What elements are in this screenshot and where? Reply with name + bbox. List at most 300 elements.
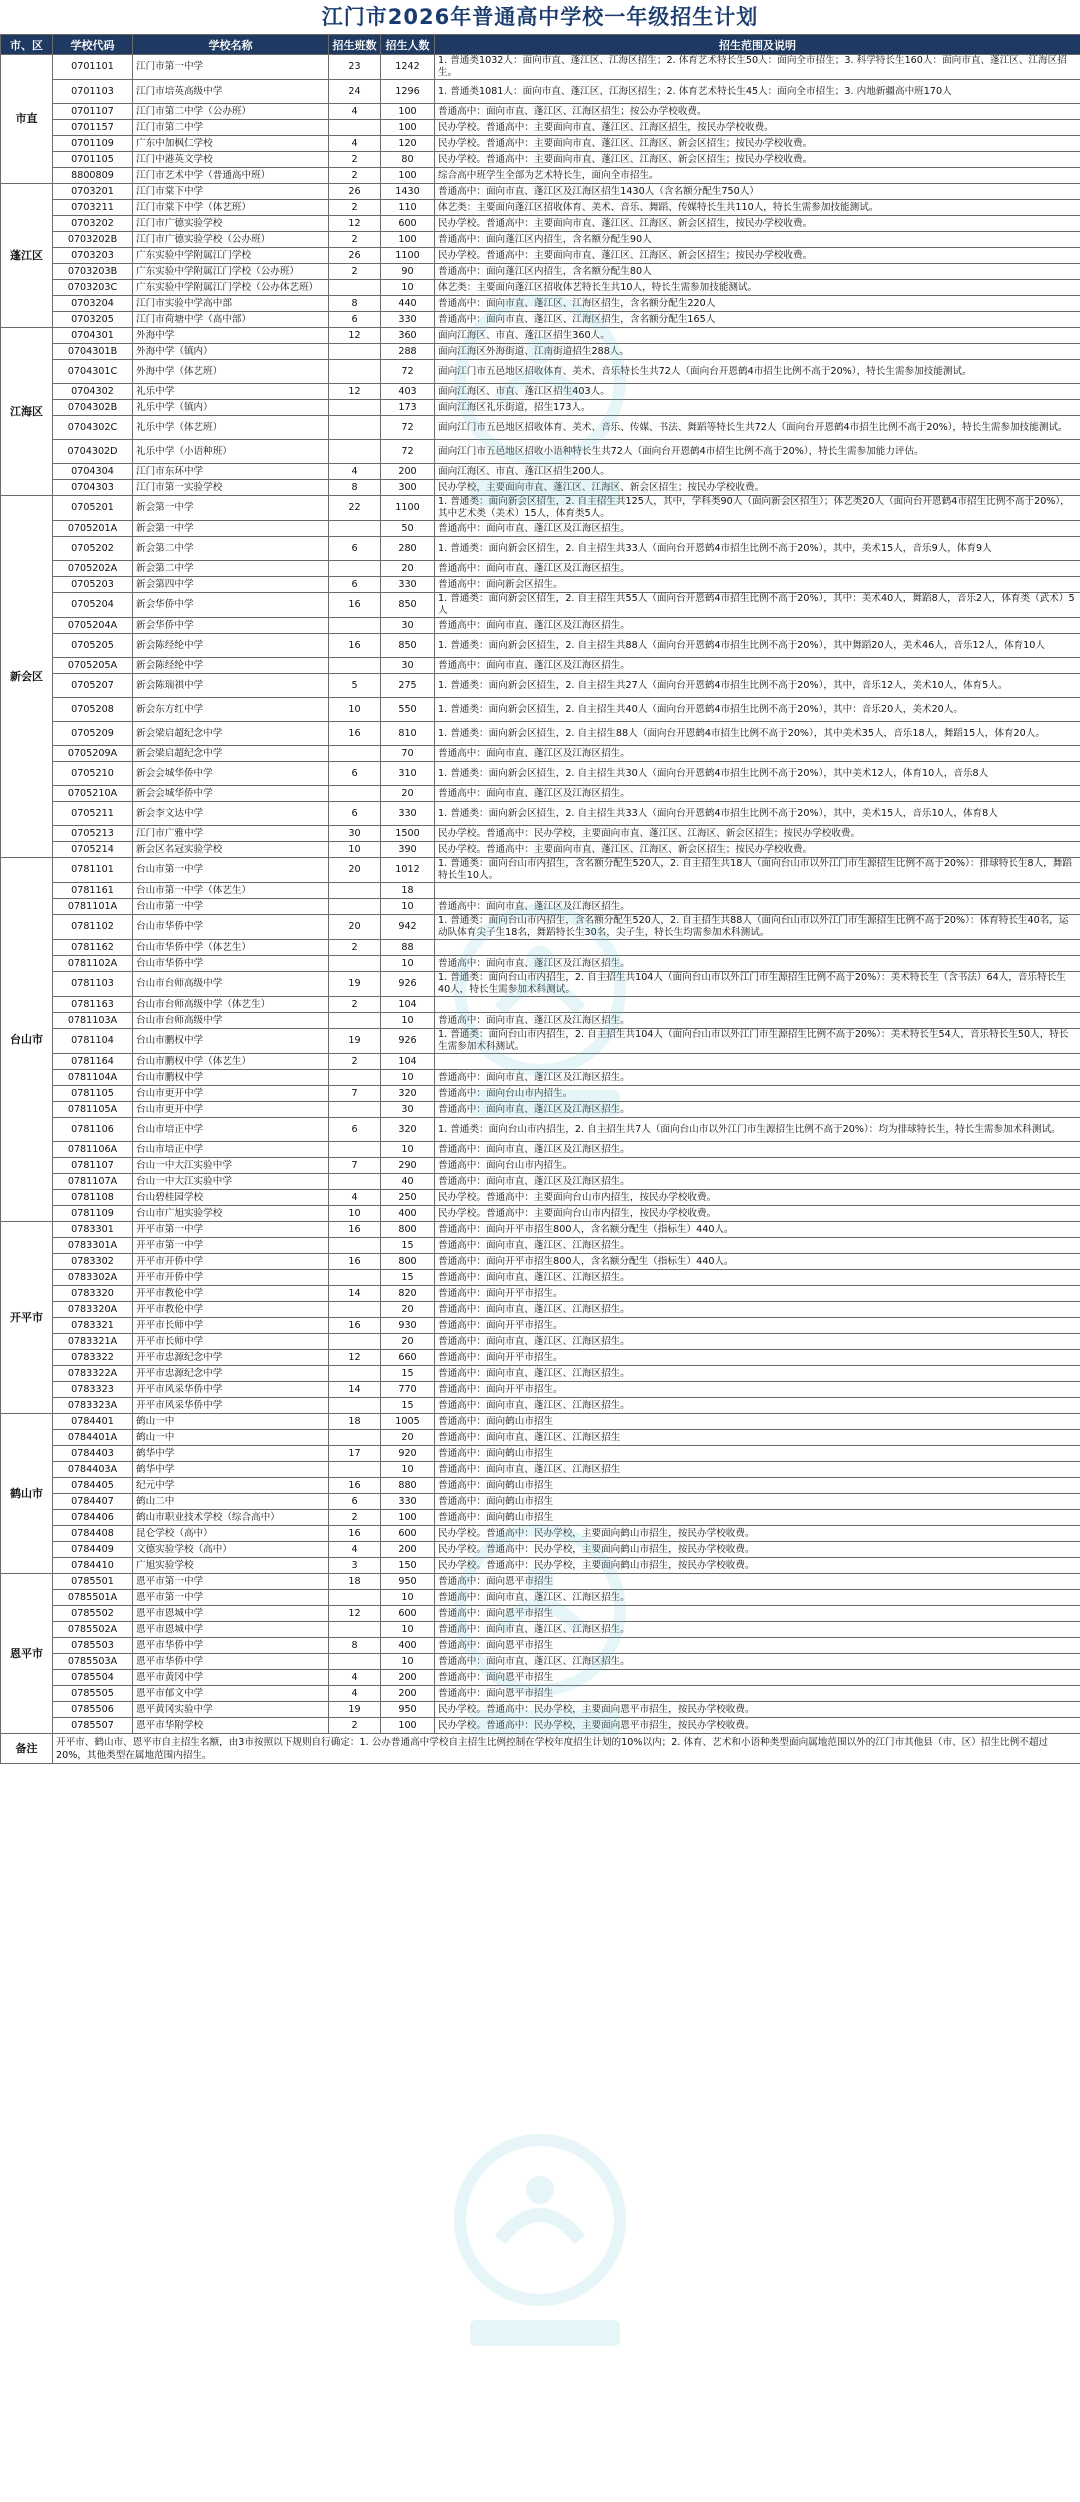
school-code-cell: 0701103 [53, 80, 133, 104]
school-name-cell: 台山碧桂园学校 [133, 1190, 329, 1206]
student-count-cell: 600 [381, 1606, 435, 1622]
class-count-cell: 16 [329, 1222, 381, 1238]
table-row [1, 416, 1080, 440]
class-count-cell: 18 [329, 1414, 381, 1430]
table-row [1, 1462, 1080, 1478]
student-count-cell: 300 [381, 480, 435, 496]
school-code-cell: 0781103A [53, 1013, 133, 1029]
student-count-cell: 18 [381, 883, 435, 899]
table-row [1, 577, 1080, 593]
school-code-cell: 0784405 [53, 1478, 133, 1494]
student-count-cell: 10 [381, 1654, 435, 1670]
class-count-cell: 6 [329, 762, 381, 786]
region-cell: 恩平市 [1, 1574, 53, 1734]
class-count-cell: 19 [329, 1702, 381, 1718]
description-cell: 普通高中：面向市直、蓬江区及江海区招生。 [435, 1102, 1080, 1118]
class-count-cell: 16 [329, 634, 381, 658]
region-cell: 市直 [1, 55, 53, 184]
class-count-cell [329, 1302, 381, 1318]
student-count-cell: 330 [381, 577, 435, 593]
table-row [1, 842, 1080, 858]
student-count-cell: 72 [381, 440, 435, 464]
student-count-cell: 10 [381, 1142, 435, 1158]
description-cell: 普通高中：面向鹤山市招生 [435, 1510, 1080, 1526]
class-count-cell [329, 1102, 381, 1118]
school-code-cell: 0705202A [53, 561, 133, 577]
school-code-cell: 0781104A [53, 1070, 133, 1086]
footer-row [1, 1734, 1080, 1764]
school-code-cell: 8800809 [53, 168, 133, 184]
table-row [1, 915, 1080, 940]
description-cell: 1. 普通类：面向台山市内招生，含名额分配生520人，2. 自主招生共88人（面向台山市以外江门市生源招生比例不高于20%）：体育特长生40名，运动队体育尖子生18名，舞蹈特长生30名，尖子生，特长生均需参加术科测试。 [435, 915, 1080, 940]
student-count-cell: 800 [381, 1222, 435, 1238]
class-count-cell: 20 [329, 858, 381, 883]
class-count-cell [329, 658, 381, 674]
student-count-cell: 930 [381, 1318, 435, 1334]
class-count-cell: 2 [329, 940, 381, 956]
table-row [1, 1142, 1080, 1158]
class-count-cell: 5 [329, 674, 381, 698]
student-count-cell: 10 [381, 956, 435, 972]
table-row [1, 956, 1080, 972]
student-count-cell: 200 [381, 1670, 435, 1686]
table-row [1, 1542, 1080, 1558]
school-code-cell: 0781107A [53, 1174, 133, 1190]
table-row [1, 328, 1080, 344]
student-count-cell: 10 [381, 1622, 435, 1638]
table-row [1, 480, 1080, 496]
school-name-cell: 台山一中大江实验中学 [133, 1174, 329, 1190]
school-code-cell: 0781106 [53, 1118, 133, 1142]
table-row [1, 746, 1080, 762]
table-row [1, 826, 1080, 842]
table-row [1, 1654, 1080, 1670]
description-cell: 普通高中：面向市直、蓬江区、江海区招生。 [435, 1622, 1080, 1638]
table-row [1, 997, 1080, 1013]
table-row [1, 120, 1080, 136]
class-count-cell: 4 [329, 1686, 381, 1702]
class-count-cell: 10 [329, 842, 381, 858]
student-count-cell: 660 [381, 1350, 435, 1366]
student-count-cell: 950 [381, 1702, 435, 1718]
school-name-cell: 开平市风采华侨中学 [133, 1398, 329, 1414]
student-count-cell: 1500 [381, 826, 435, 842]
table-row [1, 1526, 1080, 1542]
table-row [1, 384, 1080, 400]
table-row [1, 80, 1080, 104]
table-row [1, 1158, 1080, 1174]
class-count-cell: 14 [329, 1382, 381, 1398]
table-row [1, 496, 1080, 521]
description-cell: 面向江海区礼乐街道，招生173人。 [435, 400, 1080, 416]
description-cell: 面向江海区外海街道、江南街道招生288人。 [435, 344, 1080, 360]
school-name-cell: 新会陈瑞祺中学 [133, 674, 329, 698]
table-row [1, 658, 1080, 674]
school-name-cell: 开平市忠源纪念中学 [133, 1350, 329, 1366]
table-row [1, 168, 1080, 184]
description-cell: 民办学校。普通高中：主要面向市直、蓬江区、江海区、新会区招生，按民办学校收费。 [435, 216, 1080, 232]
school-name-cell: 广东中加枫仁学校 [133, 136, 329, 152]
school-name-cell: 文德实验学校（高中） [133, 1542, 329, 1558]
school-name-cell: 外海中学 [133, 328, 329, 344]
school-code-cell: 0703202B [53, 232, 133, 248]
class-count-cell: 8 [329, 1638, 381, 1654]
table-row [1, 674, 1080, 698]
school-code-cell: 0785503A [53, 1654, 133, 1670]
school-name-cell: 新会第一中学 [133, 496, 329, 521]
school-code-cell: 0783302 [53, 1254, 133, 1270]
school-code-cell: 0781101A [53, 899, 133, 915]
class-count-cell: 2 [329, 264, 381, 280]
class-count-cell: 2 [329, 200, 381, 216]
student-count-cell: 810 [381, 722, 435, 746]
school-name-cell: 台山市台师高级中学 [133, 972, 329, 997]
class-count-cell: 4 [329, 1670, 381, 1686]
description-cell: 民办学校。普通高中：主要面向市直、蓬江区、江海区、新会区招生；按民办学校收费。 [435, 136, 1080, 152]
school-code-cell: 0785501A [53, 1590, 133, 1606]
school-name-cell: 新会梁启超纪念中学 [133, 746, 329, 762]
school-name-cell: 新会东方红中学 [133, 698, 329, 722]
student-count-cell: 100 [381, 232, 435, 248]
class-count-cell: 2 [329, 232, 381, 248]
student-count-cell: 15 [381, 1398, 435, 1414]
school-name-cell: 台山市台师高级中学 [133, 1013, 329, 1029]
description-cell: 普通高中：面向恩平市招生 [435, 1686, 1080, 1702]
region-cell: 台山市 [1, 858, 53, 1222]
school-code-cell: 0704301B [53, 344, 133, 360]
description-cell: 普通高中：面向恩平市招生 [435, 1670, 1080, 1686]
table-row [1, 1334, 1080, 1350]
description-cell: 普通高中：面向市直、蓬江区、江海区招生；按公办学校收费。 [435, 104, 1080, 120]
description-cell: 普通高中：面向恩平市招生 [435, 1638, 1080, 1654]
class-count-cell [329, 1070, 381, 1086]
school-name-cell: 纪元中学 [133, 1478, 329, 1494]
student-count-cell: 850 [381, 593, 435, 618]
school-code-cell: 0783302A [53, 1270, 133, 1286]
school-code-cell: 0703202 [53, 216, 133, 232]
table-row [1, 1350, 1080, 1366]
table-row [1, 561, 1080, 577]
school-name-cell: 恩平市恩城中学 [133, 1622, 329, 1638]
class-count-cell: 23 [329, 55, 381, 80]
school-code-cell: 0781105 [53, 1086, 133, 1102]
footer-note: 开平市、鹤山市、恩平市自主招生名额，由3市按照以下规则自行确定：1. 公办普通高中学校自主招生比例控制在学校年度招生计划的10%以内；2. 体育、艺术和小语种类型面向属地范围以外的江门市其他县（市、区）招生比例不超过20%，其他类型在属地范围内招生。 [53, 1734, 1080, 1764]
description-cell: 普通高中：面向市直、蓬江区及江海区招生。 [435, 746, 1080, 762]
school-name-cell: 台山市广旭实验学校 [133, 1206, 329, 1222]
school-name-cell: 台山市华侨中学 [133, 915, 329, 940]
school-code-cell: 0781106A [53, 1142, 133, 1158]
table-row [1, 136, 1080, 152]
table-row [1, 360, 1080, 384]
description-cell: 1. 普通类：面向新会区招生，2. 自主招生共30人（面向台开恩鹤4市招生比例不高于20%），其中美术12人，体育10人，音乐8人 [435, 762, 1080, 786]
school-code-cell: 0703211 [53, 200, 133, 216]
school-code-cell: 0783323 [53, 1382, 133, 1398]
table-row [1, 1366, 1080, 1382]
class-count-cell: 16 [329, 1478, 381, 1494]
description-cell: 普通高中：面向市直、蓬江区、江海区招生 [435, 1462, 1080, 1478]
table-row [1, 1558, 1080, 1574]
description-cell: 普通高中：面向市直、蓬江区、江海区招生。 [435, 1366, 1080, 1382]
table-row [1, 899, 1080, 915]
table-row [1, 1590, 1080, 1606]
description-cell: 1. 普通类：面向新会区招生，2. 自主招生共27人（面向台开恩鹤4市招生比例不高于20%），其中，音乐12人，美术10人，体育5人。 [435, 674, 1080, 698]
description-cell: 1. 普通类：面向台山市内招生，2. 自主招生共7人（面向台山市以外江门市生源招生比例不高于20%）：均为排球特长生，特长生需参加术科测试。 [435, 1118, 1080, 1142]
school-code-cell: 0705213 [53, 826, 133, 842]
class-count-cell: 7 [329, 1086, 381, 1102]
student-count-cell: 100 [381, 168, 435, 184]
school-code-cell: 0705209A [53, 746, 133, 762]
school-name-cell: 江门市荷塘中学（高中部） [133, 312, 329, 328]
class-count-cell [329, 1430, 381, 1446]
description-cell: 面向江海区、市直、蓬江区招生403人。 [435, 384, 1080, 400]
class-count-cell: 20 [329, 915, 381, 940]
table-row [1, 312, 1080, 328]
school-code-cell: 0783301 [53, 1222, 133, 1238]
student-count-cell: 10 [381, 1590, 435, 1606]
class-count-cell: 16 [329, 1318, 381, 1334]
student-count-cell: 288 [381, 344, 435, 360]
admission-table [0, 34, 1080, 1764]
description-cell [435, 1054, 1080, 1070]
school-name-cell: 新会华侨中学 [133, 618, 329, 634]
class-count-cell [329, 786, 381, 802]
student-count-cell: 70 [381, 746, 435, 762]
student-count-cell: 90 [381, 264, 435, 280]
table-row [1, 1238, 1080, 1254]
school-code-cell: 0704301 [53, 328, 133, 344]
table-row [1, 858, 1080, 883]
student-count-cell: 110 [381, 200, 435, 216]
student-count-cell: 50 [381, 521, 435, 537]
student-count-cell: 120 [381, 136, 435, 152]
school-code-cell: 0784403A [53, 1462, 133, 1478]
table-row [1, 1718, 1080, 1734]
student-count-cell: 310 [381, 762, 435, 786]
school-name-cell: 新会会城华侨中学 [133, 762, 329, 786]
student-count-cell: 200 [381, 464, 435, 480]
description-cell: 普通高中：面向开平市招生。 [435, 1318, 1080, 1334]
description-cell: 普通高中：面向鹤山市招生 [435, 1494, 1080, 1510]
class-count-cell: 4 [329, 136, 381, 152]
table-row [1, 264, 1080, 280]
description-cell: 普通高中：面向市直、蓬江区及江海区招生。 [435, 956, 1080, 972]
student-count-cell: 926 [381, 972, 435, 997]
school-code-cell: 0784403 [53, 1446, 133, 1462]
class-count-cell: 6 [329, 537, 381, 561]
table-row [1, 1254, 1080, 1270]
school-code-cell: 0784407 [53, 1494, 133, 1510]
class-count-cell: 12 [329, 328, 381, 344]
student-count-cell: 100 [381, 1510, 435, 1526]
school-code-cell: 0704302B [53, 400, 133, 416]
school-name-cell: 江门市广德实验学校（公办班） [133, 232, 329, 248]
school-code-cell: 0705205A [53, 658, 133, 674]
student-count-cell: 926 [381, 1029, 435, 1054]
region-cell: 鹤山市 [1, 1414, 53, 1574]
school-code-cell: 0783320 [53, 1286, 133, 1302]
class-count-cell: 2 [329, 1718, 381, 1734]
school-name-cell: 台山市培正中学 [133, 1142, 329, 1158]
school-code-cell: 0704304 [53, 464, 133, 480]
description-cell: 普通高中：面向市直、蓬江区、江海区招生。 [435, 1270, 1080, 1286]
description-cell: 普通高中：面向市直、蓬江区、江海区招生。 [435, 1398, 1080, 1414]
table-row [1, 1270, 1080, 1286]
class-count-cell [329, 360, 381, 384]
table-row [1, 1102, 1080, 1118]
region-cell: 开平市 [1, 1222, 53, 1414]
description-cell: 普通高中：面向市直、蓬江区及江海区招生。 [435, 1013, 1080, 1029]
description-cell: 普通高中：面向开平市招生800人，含名额分配生（指标生）440人。 [435, 1222, 1080, 1238]
school-code-cell: 0785501 [53, 1574, 133, 1590]
school-name-cell: 广东实验中学附属江门学校（公办班） [133, 264, 329, 280]
description-cell: 1. 普通类1032人：面向市直、蓬江区、江海区招生；2. 体育艺术特长生50人：面向全市招生；3. 科学特长生160人：面向市直、蓬江区、江海区招生。 [435, 55, 1080, 80]
school-code-cell: 0701105 [53, 152, 133, 168]
class-count-cell: 16 [329, 593, 381, 618]
class-count-cell: 6 [329, 577, 381, 593]
school-name-cell: 台山市更开中学 [133, 1102, 329, 1118]
table-row [1, 1222, 1080, 1238]
description-cell: 普通高中：面向新会区招生。 [435, 577, 1080, 593]
column-header-desc: 招生范围及说明 [435, 35, 1080, 55]
student-count-cell: 280 [381, 537, 435, 561]
student-count-cell: 1100 [381, 496, 435, 521]
school-code-cell: 0705207 [53, 674, 133, 698]
column-header-count: 招生人数 [381, 35, 435, 55]
student-count-cell: 330 [381, 1494, 435, 1510]
class-count-cell: 22 [329, 496, 381, 521]
school-name-cell: 台山一中大江实验中学 [133, 1158, 329, 1174]
school-code-cell: 0704302 [53, 384, 133, 400]
school-name-cell: 开平市开侨中学 [133, 1254, 329, 1270]
school-name-cell: 新会第二中学 [133, 561, 329, 577]
description-cell: 普通高中：面向市直、蓬江区及江海区招生。 [435, 899, 1080, 915]
description-cell: 民办学校。普通高中：民办学校，主要面向市直、蓬江区、江海区、新会区招生；按民办学校收费。 [435, 826, 1080, 842]
student-count-cell: 330 [381, 312, 435, 328]
table-row [1, 1286, 1080, 1302]
student-count-cell: 173 [381, 400, 435, 416]
school-code-cell: 0785502A [53, 1622, 133, 1638]
school-code-cell: 0784408 [53, 1526, 133, 1542]
table-row [1, 1086, 1080, 1102]
student-count-cell: 30 [381, 618, 435, 634]
description-cell: 普通高中：面向市直、蓬江区及江海区招生。 [435, 1070, 1080, 1086]
description-cell: 普通高中：面向蓬江区内招生，含名额分配生80人 [435, 264, 1080, 280]
school-name-cell: 台山市更开中学 [133, 1086, 329, 1102]
school-code-cell: 0781102 [53, 915, 133, 940]
description-cell: 普通高中：面向恩平市招生 [435, 1606, 1080, 1622]
school-name-cell: 鹤山一中 [133, 1414, 329, 1430]
table-row [1, 1206, 1080, 1222]
class-count-cell [329, 899, 381, 915]
description-cell: 普通高中：面向鹤山市招生 [435, 1478, 1080, 1494]
region-cell: 新会区 [1, 496, 53, 858]
school-name-cell: 江门市实验中学高中部 [133, 296, 329, 312]
table-row [1, 1013, 1080, 1029]
student-count-cell: 1005 [381, 1414, 435, 1430]
school-code-cell: 0785502 [53, 1606, 133, 1622]
class-count-cell: 8 [329, 296, 381, 312]
description-cell: 普通高中：面向市直、蓬江区及江海区招生。 [435, 561, 1080, 577]
student-count-cell: 20 [381, 1302, 435, 1318]
class-count-cell: 16 [329, 722, 381, 746]
school-name-cell: 江门市第二中学（公办班） [133, 104, 329, 120]
school-name-cell: 台山市鹏权中学 [133, 1029, 329, 1054]
school-name-cell: 鹤华中学 [133, 1462, 329, 1478]
school-name-cell: 新会梁启超纪念中学 [133, 722, 329, 746]
description-cell: 普通高中：面向市直、蓬江区及江海区招生。 [435, 658, 1080, 674]
school-name-cell: 台山市鹏权中学（体艺生） [133, 1054, 329, 1070]
column-header-code: 学校代码 [53, 35, 133, 55]
class-count-cell [329, 344, 381, 360]
student-count-cell: 20 [381, 1430, 435, 1446]
school-name-cell: 鹤华中学 [133, 1446, 329, 1462]
class-count-cell: 2 [329, 152, 381, 168]
school-code-cell: 0781109 [53, 1206, 133, 1222]
student-count-cell: 200 [381, 1542, 435, 1558]
student-count-cell: 290 [381, 1158, 435, 1174]
table-row [1, 296, 1080, 312]
school-code-cell: 0704302C [53, 416, 133, 440]
school-name-cell: 开平市第一中学 [133, 1238, 329, 1254]
school-name-cell: 江门市广雅中学 [133, 826, 329, 842]
school-code-cell: 0781161 [53, 883, 133, 899]
student-count-cell: 250 [381, 1190, 435, 1206]
description-cell: 体艺类：主要面向蓬江区招收体艺特长生共10人，特长生需参加技能测试。 [435, 280, 1080, 296]
class-count-cell: 4 [329, 464, 381, 480]
school-code-cell: 0785507 [53, 1718, 133, 1734]
description-cell: 面向江海区、市直、蓬江区招生200人。 [435, 464, 1080, 480]
school-name-cell: 江门市东环中学 [133, 464, 329, 480]
description-cell: 1. 普通类：面向新会区招生，2. 自主招生共33人（面向台开恩鹤4市招生比例不高于20%），其中，美术15人，音乐10人，体育8人 [435, 802, 1080, 826]
school-code-cell: 0705210A [53, 786, 133, 802]
student-count-cell: 880 [381, 1478, 435, 1494]
student-count-cell: 10 [381, 280, 435, 296]
student-count-cell: 440 [381, 296, 435, 312]
school-code-cell: 0781102A [53, 956, 133, 972]
student-count-cell: 150 [381, 1558, 435, 1574]
school-name-cell: 新会第一中学 [133, 521, 329, 537]
description-cell: 普通高中：面向市直、蓬江区及江海区招生。 [435, 1174, 1080, 1190]
school-name-cell: 开平市教伦中学 [133, 1286, 329, 1302]
table-row [1, 1478, 1080, 1494]
description-cell: 民办学校。普通高中：民办学校，主要面向恩平市招生，按民办学校收费。 [435, 1702, 1080, 1718]
table-row [1, 1494, 1080, 1510]
student-count-cell: 20 [381, 786, 435, 802]
school-code-cell: 0781104 [53, 1029, 133, 1054]
school-code-cell: 0781107 [53, 1158, 133, 1174]
school-name-cell: 恩平黄冈实验中学 [133, 1702, 329, 1718]
school-name-cell: 礼乐中学（体艺班） [133, 416, 329, 440]
description-cell: 民办学校。普通高中：民办学校，主要面向鹤山市招生，按民办学校收费。 [435, 1542, 1080, 1558]
table-row [1, 1190, 1080, 1206]
description-cell: 普通高中：面向市直、蓬江区、江海区招生。 [435, 1302, 1080, 1318]
student-count-cell: 15 [381, 1366, 435, 1382]
class-count-cell [329, 400, 381, 416]
description-cell: 民办学校。普通高中：民办学校，主要面向恩平市招生，按民办学校收费。 [435, 1718, 1080, 1734]
table-row [1, 940, 1080, 956]
footer-label: 备注 [1, 1734, 53, 1764]
school-code-cell: 0701157 [53, 120, 133, 136]
school-code-cell: 0703203B [53, 264, 133, 280]
table-body [1, 55, 1080, 1764]
table-row [1, 1302, 1080, 1318]
region-cell: 蓬江区 [1, 184, 53, 328]
school-name-cell: 江门市棠下中学（体艺班） [133, 200, 329, 216]
school-name-cell: 恩平市黄冈中学 [133, 1670, 329, 1686]
school-code-cell: 0783321A [53, 1334, 133, 1350]
school-code-cell: 0781105A [53, 1102, 133, 1118]
school-name-cell: 台山市华侨中学（体艺生） [133, 940, 329, 956]
